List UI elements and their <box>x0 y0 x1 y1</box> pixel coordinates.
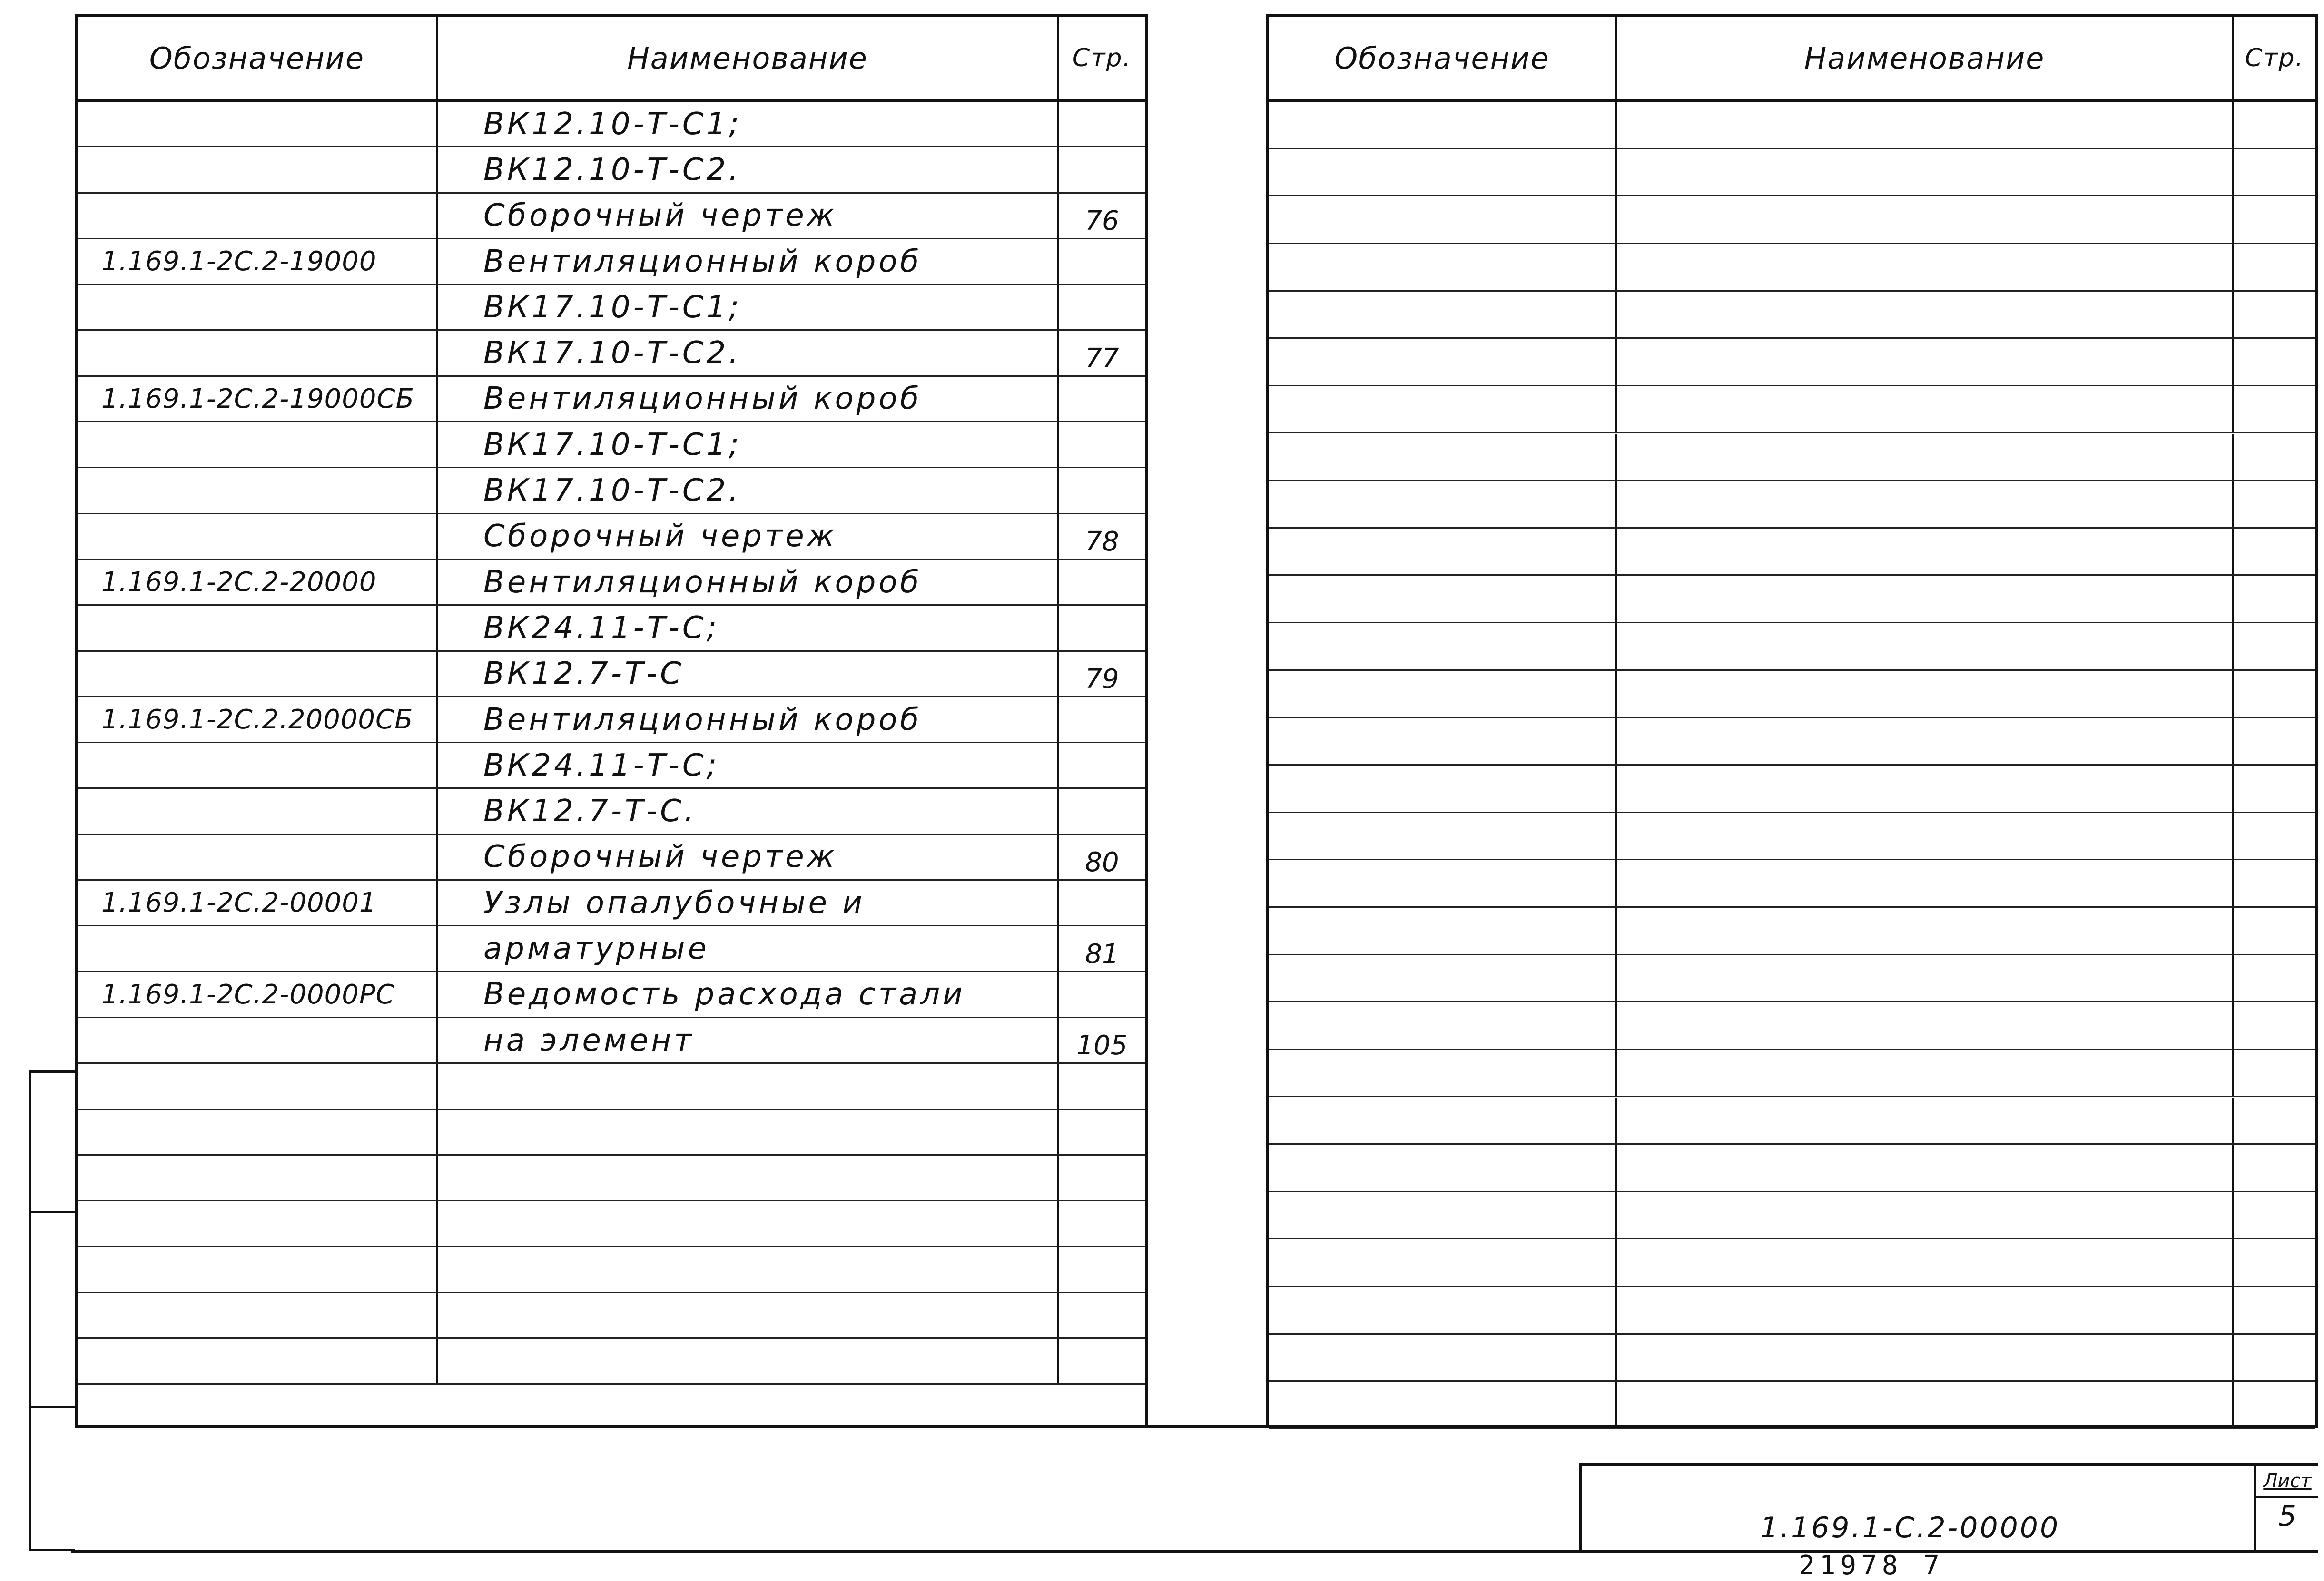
table-row <box>1269 529 2315 576</box>
cell-designation <box>1269 196 1617 243</box>
cell-page <box>2234 1002 2315 1049</box>
table-row <box>1269 1145 2315 1192</box>
cell-page <box>1059 102 1145 146</box>
table-row <box>1269 196 2315 244</box>
cell-name: ВК17.10-Т-С1; <box>438 285 1059 329</box>
cell-designation <box>1269 529 1617 575</box>
sheet-label: Лист <box>2256 1466 2318 1498</box>
table-row <box>1269 1098 2315 1145</box>
cell-name <box>438 1293 1059 1337</box>
cell-designation <box>78 1201 438 1246</box>
cell-designation <box>78 102 438 146</box>
cell-name <box>438 1247 1059 1292</box>
table-row <box>1269 244 2315 292</box>
cell-page <box>1059 1064 1145 1108</box>
cell-designation <box>1269 1287 1617 1333</box>
cell-designation <box>1269 908 1617 954</box>
cell-name <box>438 1064 1059 1108</box>
cell-designation <box>78 1293 438 1337</box>
title-block-stamp <box>1579 1463 2318 1553</box>
cell-page <box>2234 1050 2315 1096</box>
cell-name <box>1617 1239 2234 1286</box>
cell-page <box>2234 1382 2315 1428</box>
cell-name: Вентиляционный короб <box>438 697 1059 742</box>
table-row <box>78 285 1145 331</box>
cell-page <box>2234 339 2315 385</box>
cell-designation: 1.169.1-2С.2-19000СБ <box>78 377 438 421</box>
margin-divider <box>31 1406 75 1408</box>
cell-name: Сборочный чертеж <box>438 194 1059 238</box>
cell-name: ВК12.7-Т-С. <box>438 789 1059 834</box>
cell-page <box>1059 789 1145 834</box>
table-row <box>1269 1382 2315 1429</box>
cell-page <box>2234 102 2315 148</box>
cell-page <box>2234 434 2315 480</box>
table-row <box>78 560 1145 606</box>
table-row <box>1269 292 2315 339</box>
table-row <box>78 789 1145 835</box>
cell-name <box>438 1339 1059 1383</box>
table-row <box>78 697 1145 743</box>
cell-page: 76 <box>1085 205 1119 236</box>
cell-page <box>2234 623 2315 669</box>
cell-designation: 1.169.1-2С.2-00001 <box>78 881 438 925</box>
table-row <box>1269 149 2315 197</box>
cell-page <box>1059 239 1145 284</box>
cell-designation <box>78 194 438 238</box>
cell-name: на элемент <box>438 1018 1059 1062</box>
cell-designation <box>78 1247 438 1292</box>
table-row <box>78 1201 1145 1247</box>
cell-page <box>2234 1145 2315 1191</box>
cell-page: 80 <box>1085 846 1119 878</box>
cell-designation <box>1269 102 1617 148</box>
cell-page <box>2234 1287 2315 1333</box>
cell-page <box>2234 718 2315 764</box>
cell-designation <box>1269 339 1617 385</box>
cell-page <box>1059 468 1145 512</box>
cell-name: Вентиляционный короб <box>438 239 1059 284</box>
cell-designation <box>78 1018 438 1062</box>
cell-name: ВК24.11-Т-С; <box>438 606 1059 650</box>
cell-name <box>1617 1145 2234 1191</box>
cell-designation <box>1269 813 1617 859</box>
cell-name <box>1617 955 2234 1002</box>
cell-name: Сборочный чертеж <box>438 514 1059 559</box>
cell-name <box>1617 908 2234 954</box>
table-row <box>78 1064 1145 1110</box>
table-row <box>78 377 1145 422</box>
cell-designation <box>1269 1098 1617 1144</box>
cell-designation <box>1269 1239 1617 1286</box>
table-row <box>1269 1239 2315 1287</box>
table-row <box>1269 434 2315 481</box>
cell-name <box>1617 292 2234 338</box>
cell-page <box>2234 1192 2315 1238</box>
cell-page <box>2234 576 2315 622</box>
cell-designation <box>78 285 438 329</box>
cell-page <box>1059 147 1145 192</box>
cell-page <box>2234 860 2315 906</box>
cell-designation <box>78 468 438 512</box>
cell-name: Сборочный чертеж <box>438 835 1059 879</box>
cell-page <box>2234 1335 2315 1381</box>
cell-name: ВК17.10-Т-С1; <box>438 422 1059 467</box>
cell-designation <box>78 331 438 375</box>
cell-page <box>1059 743 1145 787</box>
cell-designation: 1.169.1-2С.2-20000 <box>78 560 438 604</box>
cell-designation <box>78 422 438 467</box>
cell-name: Вентиляционный короб <box>438 377 1059 421</box>
cell-designation <box>1269 149 1617 196</box>
cell-page <box>2234 196 2315 243</box>
cell-name <box>1617 386 2234 432</box>
table-row <box>1269 1002 2315 1050</box>
cell-designation <box>1269 481 1617 527</box>
sheet-box <box>2254 1466 2318 1553</box>
cell-page <box>2234 386 2315 432</box>
cell-page <box>2234 149 2315 196</box>
cell-name <box>1617 434 2234 480</box>
cell-page <box>1059 1293 1145 1337</box>
table-row <box>78 1018 1145 1064</box>
cell-name <box>1617 339 2234 385</box>
cell-name: ВК12.10-Т-С1; <box>438 102 1059 146</box>
cell-designation <box>1269 1002 1617 1049</box>
cell-designation <box>78 789 438 834</box>
cell-page <box>2234 1239 2315 1286</box>
cell-page <box>1059 285 1145 329</box>
cell-page <box>1059 606 1145 650</box>
table-row <box>78 422 1145 468</box>
table-row <box>1269 576 2315 623</box>
cell-page <box>2234 1098 2315 1144</box>
cell-name <box>1617 244 2234 290</box>
cell-name: Ведомость расхода стали <box>438 972 1059 1017</box>
cell-name: арматурные <box>438 926 1059 971</box>
cell-name <box>1617 813 2234 859</box>
table-row <box>78 835 1145 881</box>
table-row <box>1269 718 2315 766</box>
cell-page: 105 <box>1076 1030 1128 1061</box>
cell-name <box>438 1110 1059 1154</box>
table-row <box>78 606 1145 651</box>
cell-designation <box>1269 766 1617 812</box>
cell-name <box>1617 766 2234 812</box>
cell-name <box>1617 1098 2234 1144</box>
cell-name <box>1617 1002 2234 1049</box>
cell-page: 78 <box>1085 526 1119 557</box>
table-row <box>1269 1050 2315 1098</box>
cell-designation <box>78 1339 438 1383</box>
cell-designation <box>1269 386 1617 432</box>
cell-designation <box>1269 576 1617 622</box>
cell-name: ВК12.10-Т-С2. <box>438 147 1059 192</box>
table-row <box>1269 766 2315 813</box>
cell-designation <box>1269 671 1617 717</box>
cell-designation <box>1269 292 1617 338</box>
table-row <box>78 147 1145 193</box>
document-code: 1.169.1-С.2-00000 <box>1760 1511 2060 1544</box>
cell-name <box>1617 860 2234 906</box>
cell-page: 81 <box>1085 938 1119 970</box>
cell-name <box>1617 623 2234 669</box>
cell-page <box>1059 422 1145 467</box>
cell-page <box>2234 481 2315 527</box>
table-row <box>1269 860 2315 908</box>
sheet-number: 5 <box>2278 1500 2297 1533</box>
header-page: Стр. <box>2245 44 2304 72</box>
cell-page <box>2234 529 2315 575</box>
table-row <box>78 239 1145 285</box>
table-row <box>1269 908 2315 955</box>
cell-page: 77 <box>1085 343 1119 374</box>
table-row <box>1269 339 2315 386</box>
cell-designation <box>1269 1192 1617 1238</box>
header-designation: Обозначение <box>78 17 438 99</box>
cell-designation <box>1269 1145 1617 1191</box>
cell-designation <box>1269 1382 1617 1428</box>
cell-name: ВК24.11-Т-С; <box>438 743 1059 787</box>
table-row <box>78 102 1145 147</box>
cell-name <box>1617 1382 2234 1428</box>
cell-name: ВК12.7-Т-С <box>438 652 1059 696</box>
binding-margin-strip <box>29 1070 75 1551</box>
cell-page <box>1059 1110 1145 1154</box>
inventory-number: 21978 7 <box>1799 1550 1945 1581</box>
table-row <box>78 1293 1145 1339</box>
table-row <box>1269 813 2315 861</box>
table-row <box>1269 1287 2315 1335</box>
cell-name <box>1617 481 2234 527</box>
cell-designation <box>78 1110 438 1154</box>
header-name: Наименование <box>1617 17 2234 99</box>
frame-line <box>75 1425 2318 1428</box>
cell-name: ВК17.10-Т-С2. <box>438 331 1059 375</box>
table-row <box>1269 102 2315 149</box>
cell-designation: 1.169.1-2С.2-19000 <box>78 239 438 284</box>
cell-name <box>1617 576 2234 622</box>
cell-page <box>1059 881 1145 925</box>
cell-designation: 1.169.1-2С.2-0000РС <box>78 972 438 1017</box>
table-row <box>1269 386 2315 434</box>
cell-designation <box>1269 623 1617 669</box>
cell-name <box>438 1201 1059 1246</box>
cell-name <box>1617 1335 2234 1381</box>
table-row <box>78 331 1145 377</box>
table-row <box>78 972 1145 1018</box>
table-row <box>1269 1192 2315 1240</box>
cell-designation <box>1269 860 1617 906</box>
cell-name <box>1617 102 2234 148</box>
cell-designation <box>78 743 438 787</box>
cell-designation <box>78 926 438 971</box>
table-row <box>78 1339 1145 1385</box>
cell-designation <box>78 835 438 879</box>
cell-name: Узлы опалубочные и <box>438 881 1059 925</box>
header-page: Стр. <box>1072 44 1132 72</box>
cell-designation <box>1269 434 1617 480</box>
cell-designation <box>78 1064 438 1108</box>
header-name: Наименование <box>438 17 1059 99</box>
cell-page <box>2234 671 2315 717</box>
cell-designation <box>78 652 438 696</box>
cell-designation <box>1269 1335 1617 1381</box>
cell-page: 79 <box>1085 663 1119 695</box>
cell-page <box>1059 1201 1145 1246</box>
cell-name <box>1617 671 2234 717</box>
table-row <box>1269 671 2315 718</box>
cell-designation <box>1269 244 1617 290</box>
cell-name <box>1617 149 2234 196</box>
table-row <box>1269 623 2315 671</box>
table-row <box>1269 955 2315 1003</box>
cell-name <box>1617 1050 2234 1096</box>
cell-page <box>1059 972 1145 1017</box>
cell-page <box>2234 813 2315 859</box>
cell-name <box>1617 718 2234 764</box>
contents-table-left <box>75 14 1148 1427</box>
contents-table-right <box>1266 14 2318 1427</box>
table-row <box>1269 481 2315 529</box>
cell-page <box>1059 1156 1145 1200</box>
table-row <box>78 881 1145 926</box>
cell-designation: 1.169.1-2С.2.20000СБ <box>78 697 438 742</box>
cell-page <box>2234 955 2315 1002</box>
table-row <box>78 926 1145 972</box>
header-designation: Обозначение <box>1269 17 1617 99</box>
cell-designation <box>78 606 438 650</box>
table-row <box>78 1110 1145 1156</box>
cell-name <box>1617 1287 2234 1333</box>
cell-page <box>1059 1247 1145 1292</box>
cell-designation <box>1269 1050 1617 1096</box>
cell-designation <box>1269 955 1617 1002</box>
table-header <box>1269 17 2315 102</box>
cell-page <box>2234 244 2315 290</box>
cell-name <box>438 1156 1059 1200</box>
table-row <box>78 194 1145 239</box>
cell-designation <box>78 1156 438 1200</box>
table-row <box>78 1247 1145 1293</box>
cell-page <box>1059 697 1145 742</box>
cell-designation <box>1269 718 1617 764</box>
table-row <box>78 514 1145 560</box>
cell-name <box>1617 196 2234 243</box>
table-row <box>78 1156 1145 1201</box>
cell-page <box>1059 377 1145 421</box>
cell-page <box>2234 766 2315 812</box>
table-row <box>78 468 1145 514</box>
cell-name: Вентиляционный короб <box>438 560 1059 604</box>
cell-name: ВК17.10-Т-С2. <box>438 468 1059 512</box>
cell-page <box>1059 560 1145 604</box>
cell-name <box>1617 529 2234 575</box>
table-row <box>78 652 1145 697</box>
table-header <box>78 17 1145 102</box>
cell-page <box>2234 292 2315 338</box>
cell-designation <box>78 147 438 192</box>
cell-designation <box>78 514 438 559</box>
table-row <box>78 743 1145 789</box>
margin-divider <box>31 1211 75 1213</box>
cell-page <box>1059 1339 1145 1383</box>
cell-page <box>2234 908 2315 954</box>
cell-name <box>1617 1192 2234 1238</box>
table-row <box>1269 1335 2315 1382</box>
